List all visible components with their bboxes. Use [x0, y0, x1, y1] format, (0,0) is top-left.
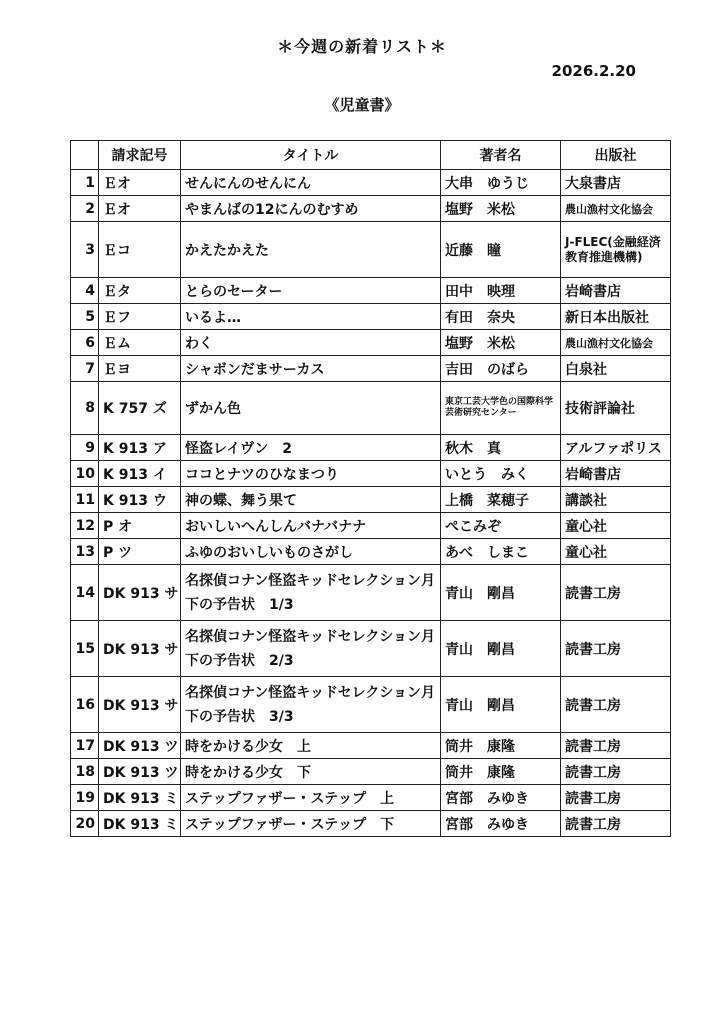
publisher: 農山漁村文化協会	[561, 196, 671, 222]
publisher: 読書工房	[561, 565, 671, 621]
author: いとう みく	[441, 461, 561, 487]
table-row	[71, 565, 671, 621]
row-number: 16	[71, 677, 99, 733]
author: ぺこみぞ	[441, 513, 561, 539]
publisher: 読書工房	[561, 621, 671, 677]
table-row	[71, 811, 671, 837]
author: 大串 ゆうじ	[441, 170, 561, 196]
publisher: 読書工房	[561, 759, 671, 785]
author: 青山 剛昌	[441, 565, 561, 621]
call-number: Ｅフ	[99, 304, 181, 330]
table-row	[71, 785, 671, 811]
call-number: K 913 ア	[99, 435, 181, 461]
table-row	[71, 330, 671, 356]
publisher: アルファポリス	[561, 435, 671, 461]
table-row	[71, 170, 671, 196]
call-number: K 757 ズ	[99, 382, 181, 435]
row-number: 19	[71, 785, 99, 811]
row-number: 7	[71, 356, 99, 382]
publisher: 白泉社	[561, 356, 671, 382]
call-number: DK 913 サ	[99, 565, 181, 621]
row-number: 8	[71, 382, 99, 435]
publisher: 岩崎書店	[561, 461, 671, 487]
table-row	[71, 621, 671, 677]
publisher: 読書工房	[561, 811, 671, 837]
row-number: 15	[71, 621, 99, 677]
author: 塩野 米松	[441, 196, 561, 222]
list-date: 2026.2.20	[551, 62, 636, 80]
book-title: ステップファザー・ステップ 上	[181, 785, 441, 811]
table-row	[71, 382, 671, 435]
table-row	[71, 487, 671, 513]
row-number: 11	[71, 487, 99, 513]
call-number: DK 913 ミ	[99, 811, 181, 837]
publisher: 童心社	[561, 513, 671, 539]
table-row	[71, 278, 671, 304]
book-title: 時をかける少女 下	[181, 759, 441, 785]
author: 筒井 康隆	[441, 733, 561, 759]
book-title: 名探偵コナン怪盗キッドセレクション月下の予告状 3/3	[181, 677, 441, 733]
table-row	[71, 461, 671, 487]
row-number: 18	[71, 759, 99, 785]
call-number: Ｅタ	[99, 278, 181, 304]
row-number: 9	[71, 435, 99, 461]
row-number: 1	[71, 170, 99, 196]
call-number: K 913 イ	[99, 461, 181, 487]
col-header-publisher: 出版社	[561, 141, 671, 170]
book-title: かえたかえた	[181, 222, 441, 278]
book-title: わく	[181, 330, 441, 356]
publisher: 読書工房	[561, 785, 671, 811]
call-number: DK 913 ツ	[99, 759, 181, 785]
section-subtitle: 《児童書》	[324, 96, 400, 114]
table-row	[71, 356, 671, 382]
row-number: 20	[71, 811, 99, 837]
publisher: 新日本出版社	[561, 304, 671, 330]
book-title: やまんばの12にんのむすめ	[181, 196, 441, 222]
publisher: 岩崎書店	[561, 278, 671, 304]
author: 吉田 のばら	[441, 356, 561, 382]
row-number: 14	[71, 565, 99, 621]
call-number: DK 913 ツ	[99, 733, 181, 759]
publisher: 童心社	[561, 539, 671, 565]
table-row	[71, 222, 671, 278]
call-number: Ｅオ	[99, 170, 181, 196]
publisher: 読書工房	[561, 733, 671, 759]
table-row	[71, 539, 671, 565]
author: 東京工芸大学色の国際科学芸術研究センター	[441, 382, 561, 435]
row-number: 13	[71, 539, 99, 565]
table-row	[71, 435, 671, 461]
author: 塩野 米松	[441, 330, 561, 356]
author: 上橋 菜穂子	[441, 487, 561, 513]
book-title: とらのセーター	[181, 278, 441, 304]
col-header-call-number: 請求記号	[99, 141, 181, 170]
call-number: Ｅコ	[99, 222, 181, 278]
table-row	[71, 304, 671, 330]
table-row	[71, 196, 671, 222]
call-number: P ツ	[99, 539, 181, 565]
call-number: DK 913 サ	[99, 677, 181, 733]
author: 青山 剛昌	[441, 677, 561, 733]
author: 有田 奈央	[441, 304, 561, 330]
new-arrivals-table	[70, 140, 671, 837]
author: 宮部 みゆき	[441, 811, 561, 837]
row-number: 3	[71, 222, 99, 278]
publisher: 農山漁村文化協会	[561, 330, 671, 356]
book-title: おいしいへんしんバナバナナ	[181, 513, 441, 539]
author: 近藤 瞳	[441, 222, 561, 278]
call-number: P オ	[99, 513, 181, 539]
row-number: 12	[71, 513, 99, 539]
book-title: ココとナツのひなまつり	[181, 461, 441, 487]
book-title: シャボンだまサーカス	[181, 356, 441, 382]
book-title: 怪盗レイヴン 2	[181, 435, 441, 461]
row-number: 17	[71, 733, 99, 759]
author: あべ しまこ	[441, 539, 561, 565]
row-number: 6	[71, 330, 99, 356]
row-number: 2	[71, 196, 99, 222]
table-row	[71, 759, 671, 785]
page-title: ＊今週の新着リスト＊	[277, 37, 447, 56]
row-number: 10	[71, 461, 99, 487]
col-header-author: 著者名	[441, 141, 561, 170]
book-title: ステップファザー・ステップ 下	[181, 811, 441, 837]
author: 秋木 真	[441, 435, 561, 461]
col-header-title: タイトル	[181, 141, 441, 170]
publisher: 読書工房	[561, 677, 671, 733]
author: 筒井 康隆	[441, 759, 561, 785]
call-number: Ｅヨ	[99, 356, 181, 382]
book-title: せんにんのせんにん	[181, 170, 441, 196]
row-number: 5	[71, 304, 99, 330]
call-number: Ｅム	[99, 330, 181, 356]
book-title: ふゆのおいしいものさがし	[181, 539, 441, 565]
table-header-row	[71, 141, 671, 170]
book-title: 時をかける少女 上	[181, 733, 441, 759]
row-number: 4	[71, 278, 99, 304]
call-number: Ｅオ	[99, 196, 181, 222]
book-title: 神の蝶、舞う果て	[181, 487, 441, 513]
book-title: いるよ…	[181, 304, 441, 330]
book-title: 名探偵コナン怪盗キッドセレクション月下の予告状 2/3	[181, 621, 441, 677]
publisher: J-FLEC(金融経済教育推進機構)	[561, 222, 671, 278]
table-row	[71, 513, 671, 539]
author: 宮部 みゆき	[441, 785, 561, 811]
table-row	[71, 677, 671, 733]
book-title: ずかん色	[181, 382, 441, 435]
publisher: 講談社	[561, 487, 671, 513]
call-number: K 913 ウ	[99, 487, 181, 513]
call-number: DK 913 サ	[99, 621, 181, 677]
col-header-number	[71, 141, 99, 170]
publisher: 技術評論社	[561, 382, 671, 435]
call-number: DK 913 ミ	[99, 785, 181, 811]
publisher: 大泉書店	[561, 170, 671, 196]
author: 青山 剛昌	[441, 621, 561, 677]
author: 田中 映理	[441, 278, 561, 304]
table-row	[71, 733, 671, 759]
book-title: 名探偵コナン怪盗キッドセレクション月下の予告状 1/3	[181, 565, 441, 621]
